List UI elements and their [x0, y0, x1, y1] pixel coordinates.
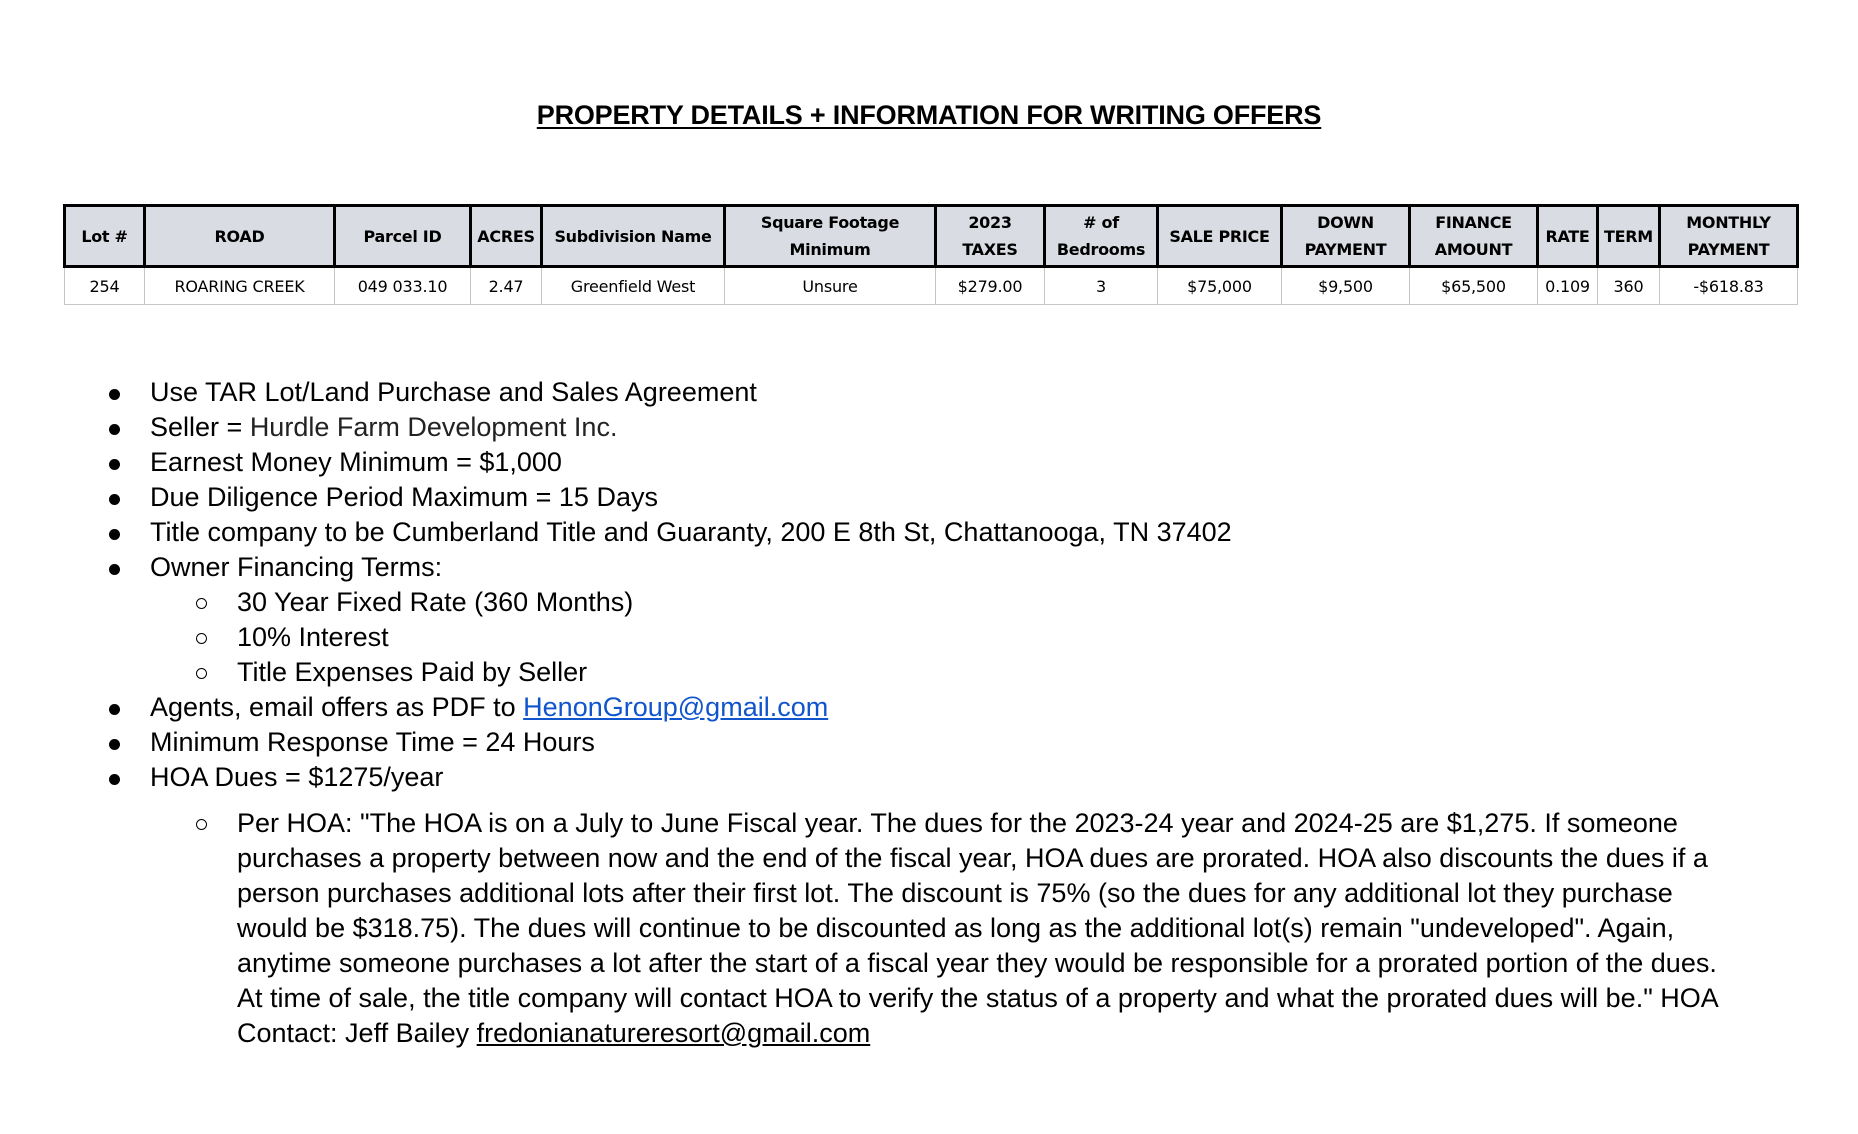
cell-monthly-payment: -$618.83	[1660, 267, 1798, 305]
financing-term-text: 30 Year Fixed Rate (360 Months)	[237, 587, 634, 617]
financing-term-text: Title Expenses Paid by Seller	[237, 657, 588, 687]
owner-financing-text: Owner Financing Terms:	[150, 552, 443, 582]
bullet-dot-icon	[109, 459, 120, 470]
cell-subdivision: Greenfield West	[542, 267, 725, 305]
bullet-circle-icon	[196, 819, 207, 830]
sub-list-item	[100, 620, 1800, 655]
title-company-text: Title company to be Cumberland Title and Guaranty, 200 E 8th St, Chattanooga, TN 37402	[150, 517, 1232, 547]
list-item	[100, 410, 1800, 445]
sub-list-item	[100, 806, 1800, 1051]
hoa-contact-email-link[interactable]: fredonianatureresort@gmail.com	[476, 1018, 871, 1048]
header-road: ROAD	[145, 206, 335, 267]
header-sale-price: SALE PRICE	[1158, 206, 1282, 267]
header-term: TERM	[1598, 206, 1660, 267]
response-time-text: Minimum Response Time = 24 Hours	[150, 727, 595, 757]
seller-label: Seller =	[150, 412, 250, 442]
header-monthly-payment: MONTHLY PAYMENT	[1660, 206, 1798, 267]
header-down-payment: DOWN PAYMENT	[1282, 206, 1410, 267]
bullet-circle-icon	[196, 598, 207, 609]
cell-term: 360	[1598, 267, 1660, 305]
bullet-dot-icon	[109, 529, 120, 540]
table-row	[65, 267, 1798, 305]
bullet-dot-icon	[109, 704, 120, 715]
bullet-circle-icon	[196, 633, 207, 644]
offer-instructions-list	[100, 375, 1800, 1051]
cell-lot: 254	[65, 267, 145, 305]
cell-finance-amount: $65,500	[1410, 267, 1538, 305]
list-item	[100, 515, 1800, 550]
earnest-money-text: Earnest Money Minimum = $1,000	[150, 447, 562, 477]
header-rate: RATE	[1538, 206, 1598, 267]
list-item	[100, 480, 1800, 515]
header-acres: ACRES	[471, 206, 542, 267]
bullet-dot-icon	[109, 564, 120, 575]
list-item	[100, 375, 1800, 410]
header-taxes: 2023 TAXES	[936, 206, 1045, 267]
bullet-dot-icon	[109, 774, 120, 785]
due-diligence-text: Due Diligence Period Maximum = 15 Days	[150, 482, 658, 512]
seller-name: Hurdle Farm Development Inc.	[249, 412, 618, 442]
hoa-note-text: Per HOA: "The HOA is on a July to June Fiscal year. The dues for the 2023-24 year and 2024-25 are $1,275. If someone purchases a property between now and the end of the fiscal year, HOA dues are prorated. HOA also discounts the dues if a person purchases additional lots after their first lot. The discount is 75% (so the dues for any additional lot they purchase would be $318.75). The dues will continue to be discounted as long as the additional lot(s) remain "undeveloped". Again, anytime someone purchases a lot after the start of a fiscal year they would be responsible for a prorated portion of the dues. At time of sale, the title company will contact HOA to verify the status of a property and what the prorated dues will be." HOA Contact: Jeff Bailey	[237, 808, 1718, 1048]
header-subdivision: Subdivision Name	[542, 206, 725, 267]
bullet-dot-icon	[109, 739, 120, 750]
bullet-dot-icon	[109, 424, 120, 435]
header-square-footage: Square Footage Minimum	[725, 206, 936, 267]
table-header-row	[65, 206, 1798, 267]
cell-road: ROARING CREEK	[145, 267, 335, 305]
list-item	[100, 760, 1800, 795]
list-item	[100, 550, 1800, 585]
cell-square-footage: Unsure	[725, 267, 936, 305]
list-item	[100, 445, 1800, 480]
cell-bedrooms: 3	[1045, 267, 1158, 305]
list-item	[100, 725, 1800, 760]
cell-taxes: $279.00	[936, 267, 1045, 305]
agents-text: Agents, email offers as PDF to	[150, 692, 524, 722]
header-parcel-id: Parcel ID	[335, 206, 471, 267]
sub-list-item	[100, 585, 1800, 620]
cell-sale-price: $75,000	[1158, 267, 1282, 305]
page-title: PROPERTY DETAILS + INFORMATION FOR WRITING OFFERS	[536, 100, 1322, 130]
cell-down-payment: $9,500	[1282, 267, 1410, 305]
financing-term-text: 10% Interest	[237, 622, 389, 652]
cell-rate: 0.109	[1538, 267, 1598, 305]
property-table	[63, 204, 1799, 305]
agreement-text: Use TAR Lot/Land Purchase and Sales Agreement	[150, 377, 757, 407]
header-lot: Lot #	[65, 206, 145, 267]
bullet-circle-icon	[196, 668, 207, 679]
cell-acres: 2.47	[471, 267, 542, 305]
sub-list-item	[100, 655, 1800, 690]
bullet-dot-icon	[109, 389, 120, 400]
list-item	[100, 690, 1800, 725]
header-finance-amount: FINANCE AMOUNT	[1410, 206, 1538, 267]
hoa-dues-text: HOA Dues = $1275/year	[150, 762, 444, 792]
bullet-dot-icon	[109, 494, 120, 505]
agents-email-link[interactable]: HenonGroup@gmail.com	[523, 692, 829, 722]
header-bedrooms: # of Bedrooms	[1045, 206, 1158, 267]
cell-parcel-id: 049 033.10	[335, 267, 471, 305]
